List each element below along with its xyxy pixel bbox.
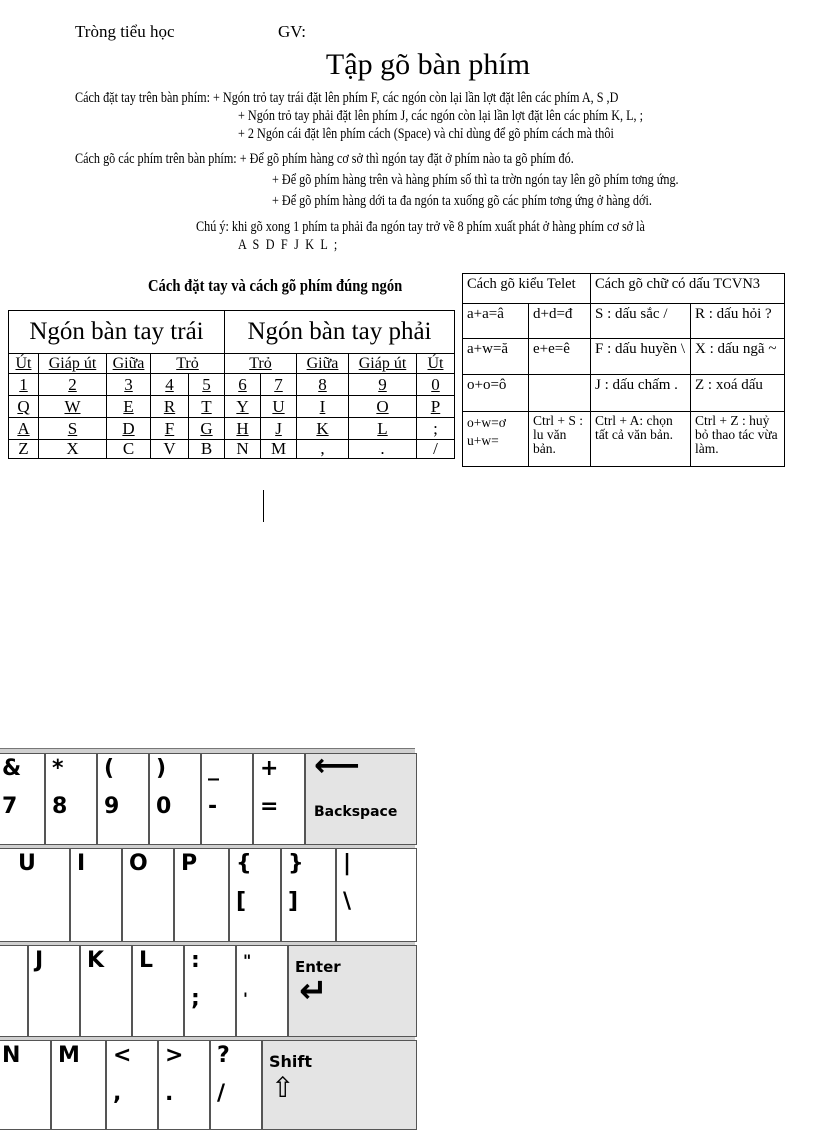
key-cell: I — [297, 396, 349, 418]
finger-label: Giáp út — [39, 354, 107, 374]
telex-cell: d+d=đ — [529, 304, 591, 339]
key-cell: E — [107, 396, 151, 418]
key-cell: / — [417, 440, 455, 459]
tone-cell: R : dấu hỏi ? — [691, 304, 785, 339]
instruction-line-1: Cách đặt tay trên bàn phím: + Ngón trỏ tay trái đặt lên phím F, các ngón còn lại lần lợt đặt lên các phím A, S ,D — [75, 90, 619, 106]
shortcut-cell: Ctrl + Z : huỷ bỏ thao tác vừa làm. — [691, 412, 785, 467]
finger-label: Trỏ — [151, 354, 225, 374]
tone-cell: X : dấu ngã ~ — [691, 339, 785, 375]
right-hand-header: Ngón bàn tay phải — [225, 311, 455, 354]
instruction-line-5: + Để gõ phím hàng trên và hàng phím số thì ta trờn ngón tay lên gõ phím tơng ứng. — [272, 172, 679, 188]
keyboard-image — [0, 748, 415, 1124]
key-9: ( 9 — [97, 753, 149, 845]
telex-cell: a+a=â — [463, 304, 529, 339]
key-cell: Y — [225, 396, 261, 418]
key-cell: . — [349, 440, 417, 459]
key-m: M — [51, 1040, 106, 1130]
key-backslash: | \ — [336, 848, 417, 942]
key-cell: 4 — [151, 374, 189, 396]
key-cell: 7 — [261, 374, 297, 396]
instruction-line-6: + Để gõ phím hàng dới ta đa ngón ta xuống gõ các phím tơng ứng ở hàng dới. — [272, 193, 652, 209]
key-o: O — [122, 848, 174, 942]
key-i: I — [70, 848, 122, 942]
key-cell: L — [349, 418, 417, 440]
key-cell: 2 — [39, 374, 107, 396]
key-0: ) 0 — [149, 753, 201, 845]
key-cell: C — [107, 440, 151, 459]
key-period: > . — [158, 1040, 210, 1130]
tcvn3-header: Cách gõ chữ có dấu TCVN3 — [591, 274, 785, 304]
key-cell: ; — [417, 418, 455, 440]
telex-cell: o+w=ơ u+w= — [463, 412, 529, 467]
finger-table — [8, 310, 455, 459]
key-cell: 3 — [107, 374, 151, 396]
hand-divider-line — [263, 490, 264, 522]
key-cell: 1 — [9, 374, 39, 396]
finger-label: Giáp út — [349, 354, 417, 374]
instruction-line-3: + 2 Ngón cái đặt lên phím cách (Space) và chỉ dùng để gõ phím cách mà thôi — [238, 126, 614, 142]
key-7: & 7 — [0, 753, 45, 845]
key-cell: P — [417, 396, 455, 418]
key-cell: U — [261, 396, 297, 418]
key-minus: _ - — [201, 753, 253, 845]
key-l: L — [132, 945, 184, 1037]
telex-header: Cách gõ kiểu Telet — [463, 274, 591, 304]
key-cell: O — [349, 396, 417, 418]
shortcut-cell: Ctrl + A: chọn tất cả văn bản. — [591, 412, 691, 467]
key-cell: 8 — [297, 374, 349, 396]
key-cell: T — [189, 396, 225, 418]
key-shift: Shift ⇧ — [262, 1040, 417, 1130]
key-cell: G — [189, 418, 225, 440]
tone-cell: F : dấu huyền \ — [591, 339, 691, 375]
key-equals: + = — [253, 753, 305, 845]
key-n: N — [0, 1040, 51, 1130]
telex-cell — [529, 375, 591, 412]
left-hand-header: Ngón bàn tay trái — [9, 311, 225, 354]
key-cell: Z — [9, 440, 39, 459]
key-quote: " ' — [236, 945, 288, 1037]
key-cell: W — [39, 396, 107, 418]
finger-label: Giữa — [297, 354, 349, 374]
key-cell: K — [297, 418, 349, 440]
backspace-arrow-icon: ⟵ — [314, 746, 360, 784]
key-cell: M — [261, 440, 297, 459]
finger-label: Út — [9, 354, 39, 374]
finger-label: Giữa — [107, 354, 151, 374]
key-cell: H — [225, 418, 261, 440]
key-u: U — [0, 848, 70, 942]
key-cell: R — [151, 396, 189, 418]
key-cell: J — [261, 418, 297, 440]
telex-cell: e+e=ê — [529, 339, 591, 375]
key-p: P — [174, 848, 229, 942]
key-cell: N — [225, 440, 261, 459]
instruction-line-2: + Ngón trỏ tay phải đặt lên phím J, các ngón còn lại lần lợt đặt lên các phím K, L, ; — [238, 108, 643, 124]
tone-cell: J : dấu chấm . — [591, 375, 691, 412]
key-cell: D — [107, 418, 151, 440]
shortcut-cell: Ctrl + S : lu văn bản. — [529, 412, 591, 467]
key-comma: < , — [106, 1040, 158, 1130]
key-cell: 5 — [189, 374, 225, 396]
instruction-line-7: Chú ý: khi gõ xong 1 phím ta phải đa ngón tay trở về 8 phím xuất phát ở hàng phím cơ sở là — [196, 219, 645, 235]
key-cell: Q — [9, 396, 39, 418]
key-cell: A — [9, 418, 39, 440]
key-cell: 6 — [225, 374, 261, 396]
key-backspace: ⟵ Backspace — [305, 753, 417, 845]
enter-arrow-icon: ↵ — [299, 971, 328, 1011]
telex-table — [462, 273, 785, 467]
key-k: K — [80, 945, 132, 1037]
tone-cell: Z : xoá dấu — [691, 375, 785, 412]
key-h-partial — [0, 945, 28, 1037]
telex-cell: a+w=ă — [463, 339, 529, 375]
key-slash: ? / — [210, 1040, 262, 1130]
key-cell: 0 — [417, 374, 455, 396]
page-title: Tập gõ bàn phím — [325, 48, 531, 81]
teacher-label: GV: — [278, 22, 307, 41]
key-cell: V — [151, 440, 189, 459]
key-j: J — [28, 945, 80, 1037]
key-8: * 8 — [45, 753, 97, 845]
key-cell: F — [151, 418, 189, 440]
key-cell: B — [189, 440, 225, 459]
school-label: Tròng tiểu học — [75, 22, 175, 41]
key-enter: Enter ↵ — [288, 945, 417, 1037]
shift-arrow-icon: ⇧ — [271, 1071, 295, 1104]
tone-cell: S : dấu sắc / — [591, 304, 691, 339]
key-open-bracket: { [ — [229, 848, 281, 942]
key-cell: 9 — [349, 374, 417, 396]
finger-table-caption: Cách đặt tay và cách gõ phím đúng ngón — [148, 276, 403, 295]
instruction-line-8: A S D F J K L ; — [238, 237, 339, 253]
key-cell: S — [39, 418, 107, 440]
instruction-line-4: Cách gõ các phím trên bàn phím: + Để gõ phím hàng cơ sở thì ngón tay đặt ở phím nào ta gõ phím đó. — [75, 151, 574, 167]
key-cell: X — [39, 440, 107, 459]
telex-cell: o+o=ô — [463, 375, 529, 412]
key-semicolon: : ; — [184, 945, 236, 1037]
key-close-bracket: } ] — [281, 848, 336, 942]
finger-label: Trỏ — [225, 354, 297, 374]
finger-label: Út — [417, 354, 455, 374]
key-cell: , — [297, 440, 349, 459]
